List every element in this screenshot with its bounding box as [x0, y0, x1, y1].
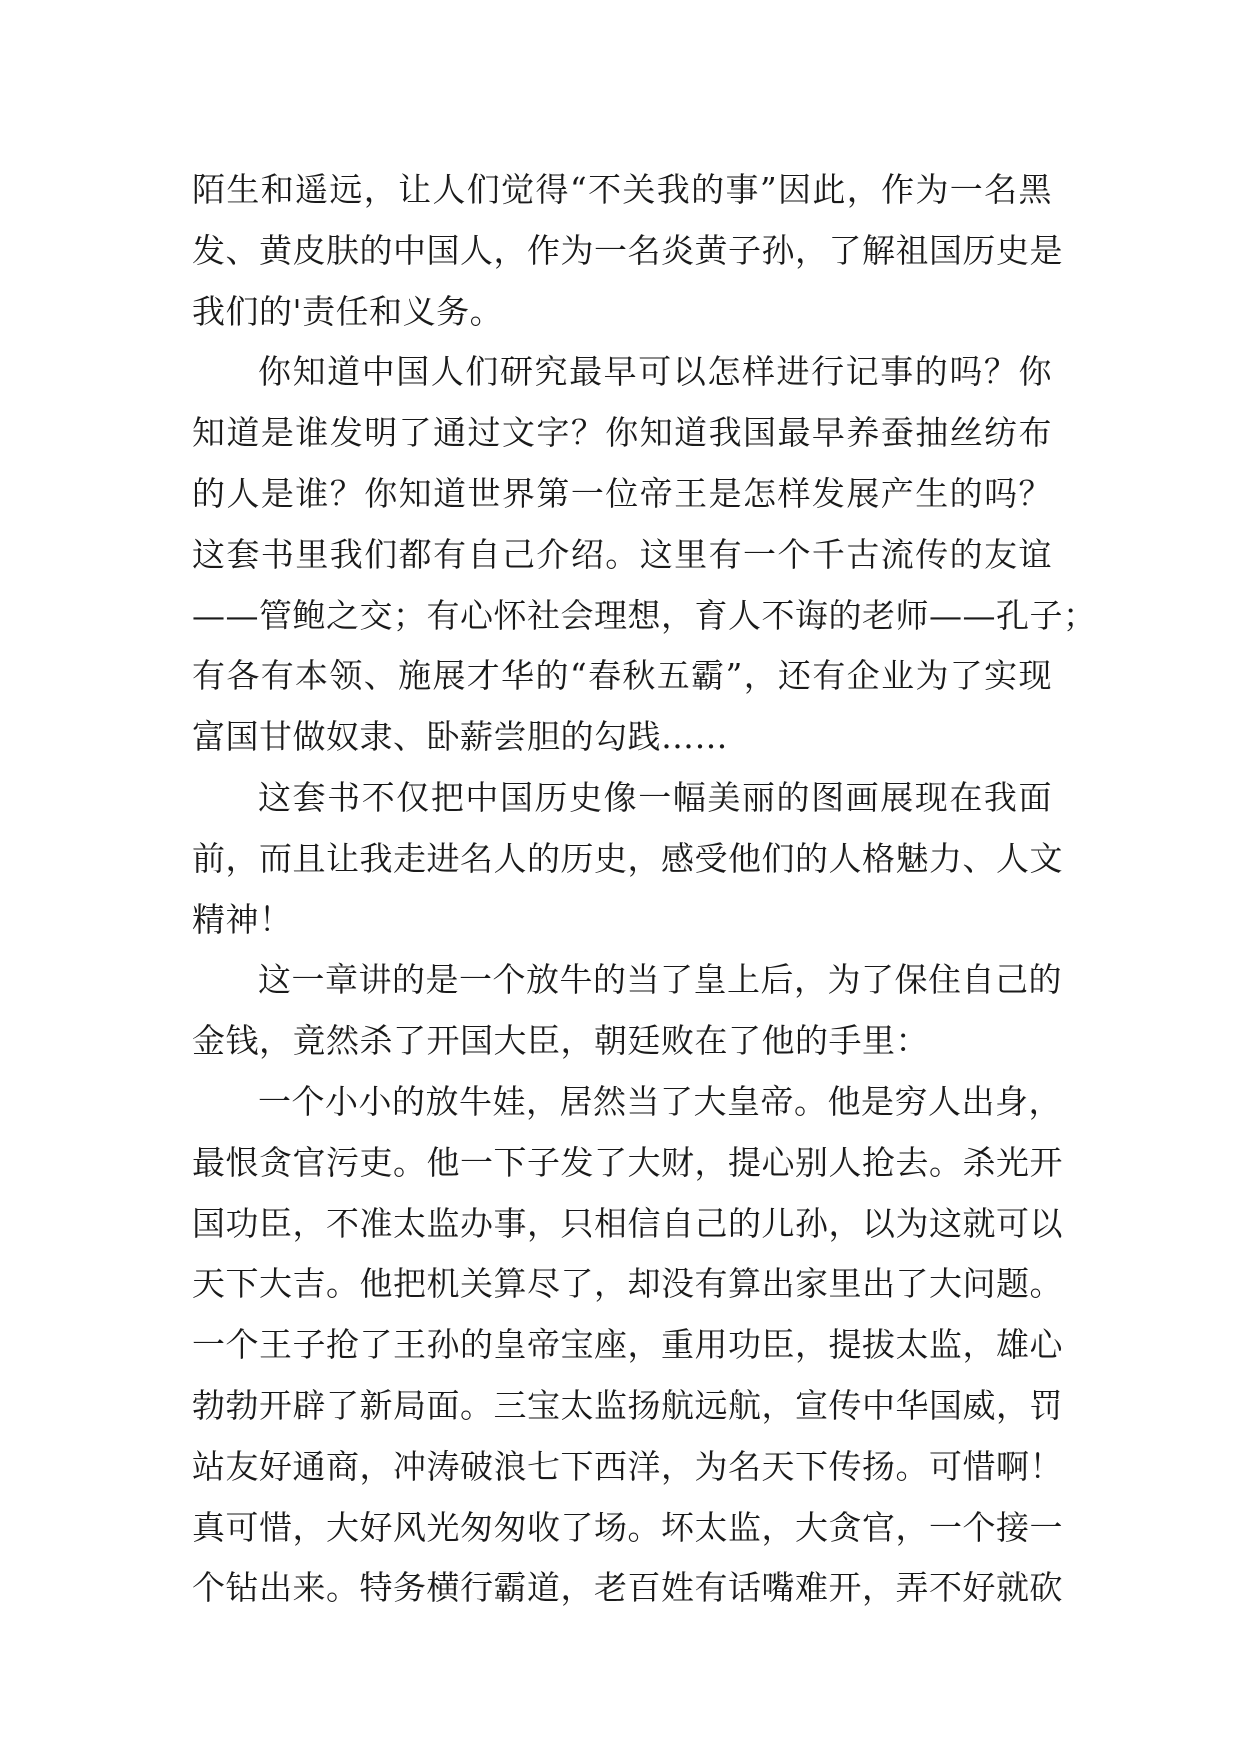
text-line: 这套书里我们都有自己介绍。这里有一个千古流传的友谊 [192, 534, 1052, 574]
text-line: 富国甘做奴隶、卧薪尝胆的勾践…… [192, 717, 728, 757]
text-line: 勃勃开辟了新局面。三宝太监扬航远航，宣传中华国威，罚 [192, 1385, 1063, 1425]
text-line: 你知道中国人们研究最早可以怎样进行记事的吗？你 [258, 352, 1052, 392]
text-line: 天下大吉。他把机关算尽了，却没有算出家里出了大问题。 [192, 1264, 1063, 1304]
text-line: 站友好通商，冲涛破浪七下西洋，为名天下传扬。可惜啊！ [192, 1446, 1063, 1486]
text-line: 国功臣，不准太监办事，只相信自己的儿孙，以为这就可以 [192, 1203, 1063, 1243]
text-line: 的人是谁？你知道世界第一位帝王是怎样发展产生的吗？ [192, 473, 1052, 513]
text-line: 我们的'责任和义务。 [192, 291, 504, 331]
text-line: 真可惜，大好风光匆匆收了场。坏太监，大贪官，一个接一 [192, 1507, 1063, 1547]
text-line: 个钻出来。特务横行霸道，老百姓有话嘴难开，弄不好就砍 [192, 1568, 1063, 1608]
text-line: 发、黄皮肤的中国人，作为一名炎黄子孙，了解祖国历史是 [192, 230, 1063, 270]
text-line: 这套书不仅把中国历史像一幅美丽的图画展现在我面 [258, 777, 1052, 817]
text-line: ——管鲍之交；有心怀社会理想，育人不诲的老师——孔子； [192, 595, 1097, 635]
text-line: 一个小小的放牛娃，居然当了大皇帝。他是穷人出身， [258, 1081, 1062, 1121]
text-line: 有各有本领、施展才华的“春秋五霸”，还有企业为了实现 [192, 656, 1052, 696]
text-line: 前，而且让我走进名人的历史，感受他们的人格魅力、人文 [192, 838, 1063, 878]
body-text [192, 160, 1097, 1619]
text-line: 金钱，竟然杀了开国大臣，朝廷败在了他的手里： [192, 1021, 929, 1061]
text-line: 一个王子抢了王孙的皇帝宝座，重用功臣，提拔太监，雄心 [192, 1325, 1063, 1365]
text-line: 最恨贪官污吏。他一下子发了大财，提心别人抢去。杀光开 [192, 1142, 1063, 1182]
text-line: 这一章讲的是一个放牛的当了皇上后，为了保住自己的 [258, 960, 1062, 1000]
text-line: 陌生和遥远，让人们觉得“不关我的事”因此，作为一名黑 [192, 170, 1052, 209]
text-line: 知道是谁发明了通过文字？你知道我国最早养蚕抽丝纺布 [192, 413, 1052, 453]
text-line: 精神！ [192, 899, 293, 939]
